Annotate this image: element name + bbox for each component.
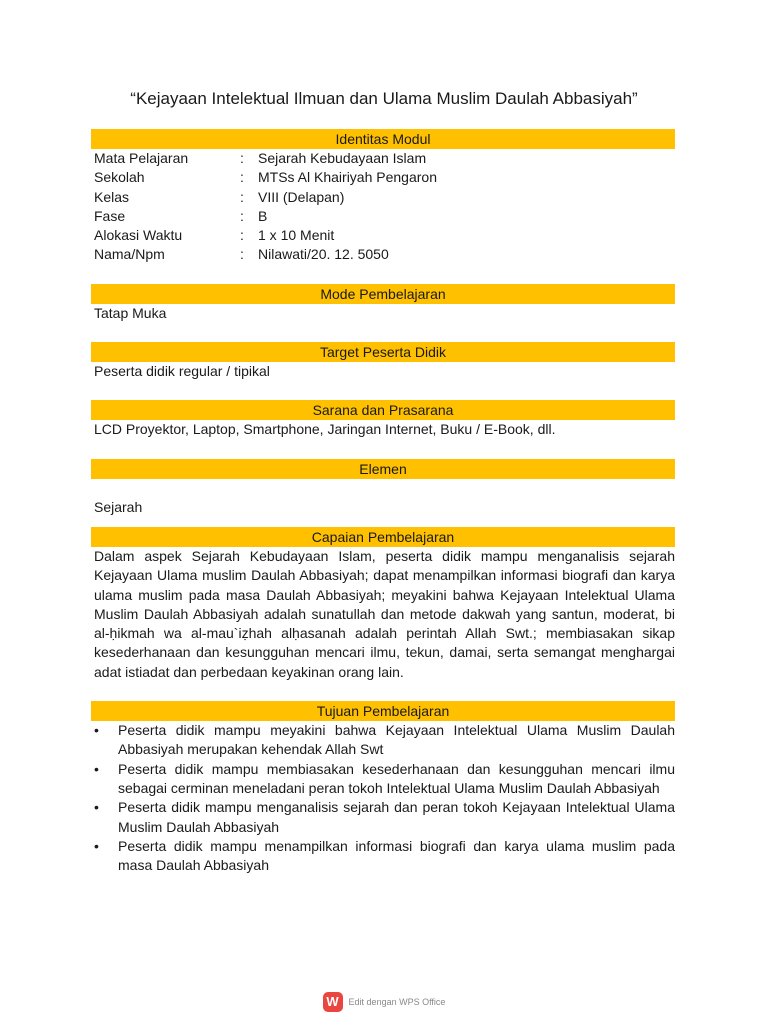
identitas-table: [91, 149, 675, 265]
tujuan-item-text: Peserta didik mampu meyakini bahwa Kejayaan Intelektual Ulama Muslim Daulah Abbasiyah merupakan kehendak Allah Swt: [118, 722, 675, 758]
identitas-value: Nilawati/20. 12. 5050: [258, 246, 389, 263]
identitas-separator: :: [240, 246, 244, 263]
mode-text: Tatap Muka: [94, 304, 167, 321]
bullet-icon: •: [94, 722, 99, 739]
tujuan-item-text: Peserta didik mampu membiasakan kesederhanaan dan kesungguhan mencari ilmu sebagai cerminan meneladani peran tokoh Intelektual Ulama Muslim Daulah Abbasiyah: [118, 760, 675, 796]
tujuan-item-text: Peserta didik mampu menampilkan informasi biografi dan karya ulama muslim pada masa Daulah Abbasiyah: [118, 837, 675, 874]
identitas-separator: :: [240, 150, 244, 166]
identitas-label: Fase: [94, 207, 126, 224]
identitas-label: Alokasi Waktu: [94, 227, 183, 244]
section-header-identitas: Identitas Modul: [91, 129, 675, 149]
section-header-elemen: Elemen: [91, 459, 675, 479]
identitas-separator: :: [240, 188, 244, 205]
section-header-target: Target Peserta Didik: [91, 342, 675, 362]
identitas-row: [91, 188, 675, 207]
target-text: Peserta didik regular / tipikal: [94, 363, 270, 380]
identitas-row: [91, 149, 675, 168]
tujuan-list: [91, 721, 675, 875]
tujuan-item-text: Peserta didik mampu menganalisis sejarah dan peran tokoh Kejayaan Intelektual Ulama Muslim Daulah Abbasiyah: [118, 799, 675, 835]
sarana-text: LCD Proyektor, Laptop, Smartphone, Jaringan Internet, Buku / E-Book, dll.: [94, 421, 556, 438]
bullet-icon: •: [94, 799, 99, 816]
identitas-separator: :: [240, 169, 244, 186]
footer-text: Edit dengan WPS Office: [348, 997, 446, 1007]
section-header-sarana: Sarana dan Prasarana: [91, 400, 675, 420]
elemen-text: Sejarah: [94, 498, 143, 515]
section-header-mode: Mode Pembelajaran: [91, 284, 675, 304]
wps-office-icon: W: [323, 992, 343, 1012]
list-item: [91, 760, 675, 799]
list-item: [91, 721, 675, 760]
identitas-label: Sekolah: [94, 169, 145, 186]
identitas-label: Nama/Npm: [94, 246, 165, 263]
identitas-label: Mata Pelajaran: [94, 150, 189, 166]
identitas-value: VIII (Delapan): [258, 188, 345, 205]
identitas-row: [91, 207, 675, 226]
identitas-row: [91, 245, 675, 264]
list-item: [91, 798, 675, 837]
identitas-separator: :: [240, 207, 244, 224]
identitas-separator: :: [240, 227, 244, 244]
wps-footer[interactable]: [0, 992, 768, 1012]
list-item: [91, 837, 675, 876]
identitas-row: [91, 226, 675, 245]
identitas-value: MTSs Al Khairiyah Pengaron: [258, 169, 437, 186]
document-content: [91, 129, 675, 875]
bullet-icon: •: [94, 760, 99, 777]
identitas-label: Kelas: [94, 188, 130, 205]
section-header-tujuan: Tujuan Pembelajaran: [91, 701, 675, 721]
identitas-value: Sejarah Kebudayaan Islam: [258, 150, 427, 166]
page-title: “Kejayaan Intelektual Ilmuan dan Ulama Muslim Daulah Abbasiyah”: [130, 89, 638, 108]
section-header-capaian: Capaian Pembelajaran: [91, 527, 675, 547]
identitas-value: B: [258, 207, 268, 224]
capaian-paragraph: Dalam aspek Sejarah Kebudayaan Islam, peserta didik mampu menganalisis sejarah Kejayaan Ulama muslim Daulah Abbasiyah; dapat menampilkan informasi biografi dan karya ulama muslim pada masa Daulah Abbasiyah; meyakini bahwa Kejayaan Intelektual Ulama Muslim Daulah Abbasiyah adalah sunatullah dan metode dakwah yang santun, moderat, bi al-ḥikmah wa al-mau`iẓhah alḥasanah adalah perintah Allah Swt.; membiasakan sikap kesederhanaan dan kesungguhan mencari ilmu, tekun, damai, serta semangat menghargai adat istiadat dan perbedaan keyakinan orang lain.: [94, 547, 675, 680]
identitas-value: 1 x 10 Menit: [258, 227, 335, 244]
bullet-icon: •: [94, 837, 99, 854]
identitas-row: [91, 168, 675, 187]
